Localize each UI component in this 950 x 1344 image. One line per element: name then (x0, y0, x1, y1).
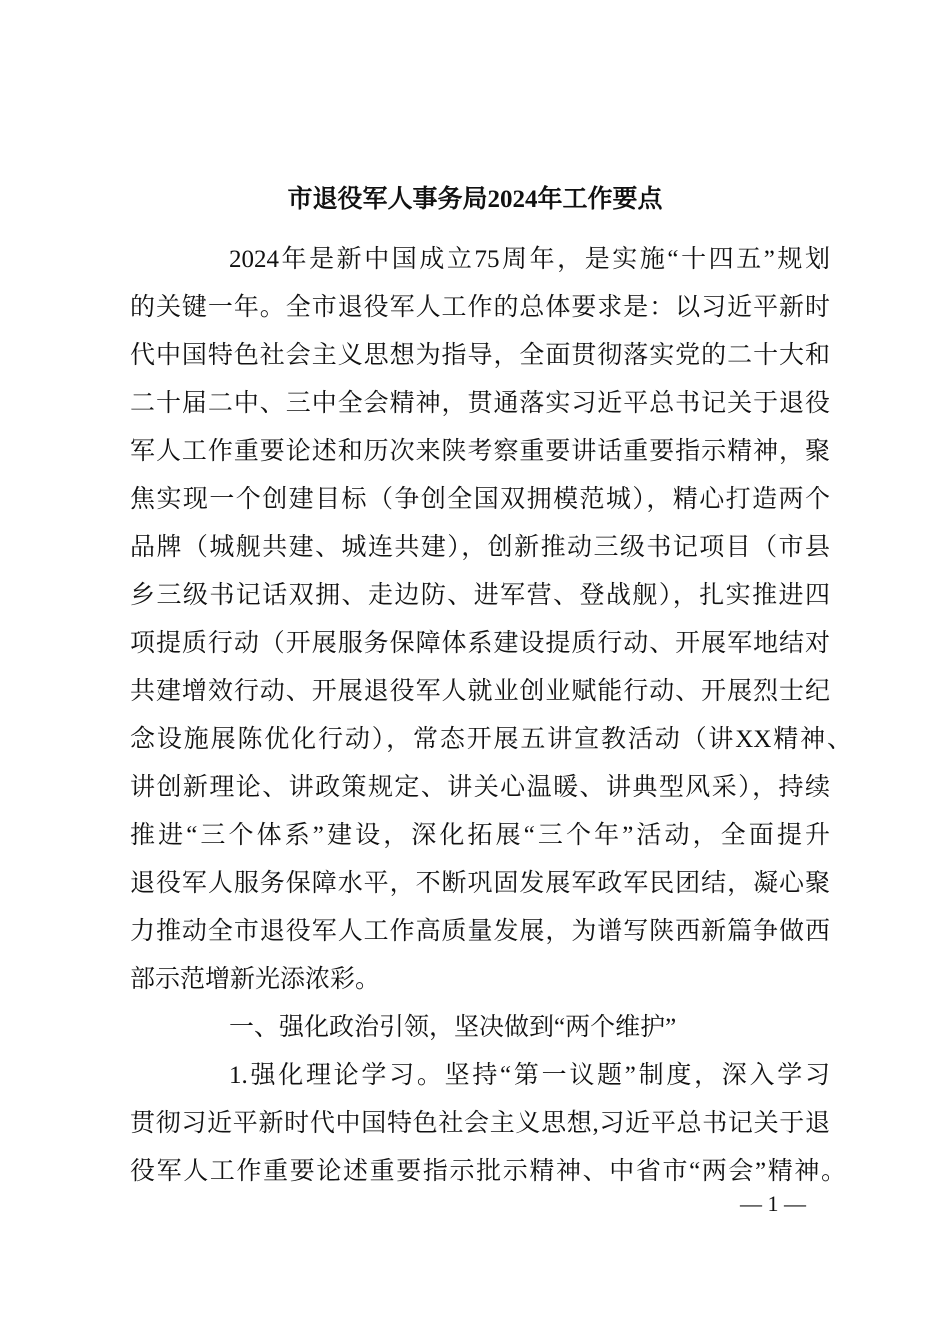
text-line: 役军人工作重要论述重要指示批示精神、中省市“两会”精神。 (130, 1158, 846, 1185)
text-line: 部示范增新光添浓彩。 (130, 966, 381, 993)
text-line: 贯彻习近平新时代中国特色社会主义思想,习近平总书记关于退 (130, 1110, 830, 1137)
page-number: — 1 — (740, 1191, 806, 1216)
text-line: 共建增效行动、开展退役军人就业创业赋能行动、开展烈士纪 (130, 678, 830, 705)
text-line: 焦实现一个创建目标（争创全国双拥模范城），精心打造两个 (130, 486, 830, 513)
text-line: 品牌（城舰共建、城连共建），创新推动三级书记项目（市县 (130, 534, 830, 561)
text-line: 退役军人服务保障水平，不断巩固发展军政军民团结，凝心聚 (130, 870, 830, 897)
text-line: 念设施展陈优化行动），常态开展五讲宣教活动（讲XX精神、 (130, 726, 852, 753)
text-line: 讲创新理论、讲政策规定、讲关心温暖、讲典型风采），持续 (130, 774, 830, 801)
text-line: 1.强化理论学习。坚持“第一议题”制度，深入学习 (229, 1062, 830, 1089)
text-line: 力推动全市退役军人工作高质量发展，为谱写陕西新篇争做西 (130, 918, 830, 945)
text-line: 推进“三个体系”建设，深化拓展“三个年”活动，全面提升 (130, 822, 830, 849)
text-line: 2024年是新中国成立75周年，是实施“十四五”规划 (229, 246, 830, 273)
text-line: 二十届二中、三中全会精神，贯通落实习近平总书记关于退役 (130, 390, 830, 417)
text-line: 军人工作重要论述和历次来陕考察重要讲话重要指示精神，聚 (130, 438, 830, 465)
document-title: 市退役军人事务局2024年工作要点 (287, 186, 663, 213)
text-line: 乡三级书记话双拥、走边防、进军营、登战舰），扎实推进四 (130, 582, 830, 609)
text-line: 代中国特色社会主义思想为指导，全面贯彻落实党的二十大和 (130, 342, 830, 369)
text-line: 项提质行动（开展服务保障体系建设提质行动、开展军地结对 (130, 630, 830, 657)
section-heading: 一、强化政治引领，坚决做到“两个维护” (229, 1014, 677, 1041)
text-line: 的关键一年。全市退役军人工作的总体要求是：以习近平新时 (130, 294, 830, 321)
